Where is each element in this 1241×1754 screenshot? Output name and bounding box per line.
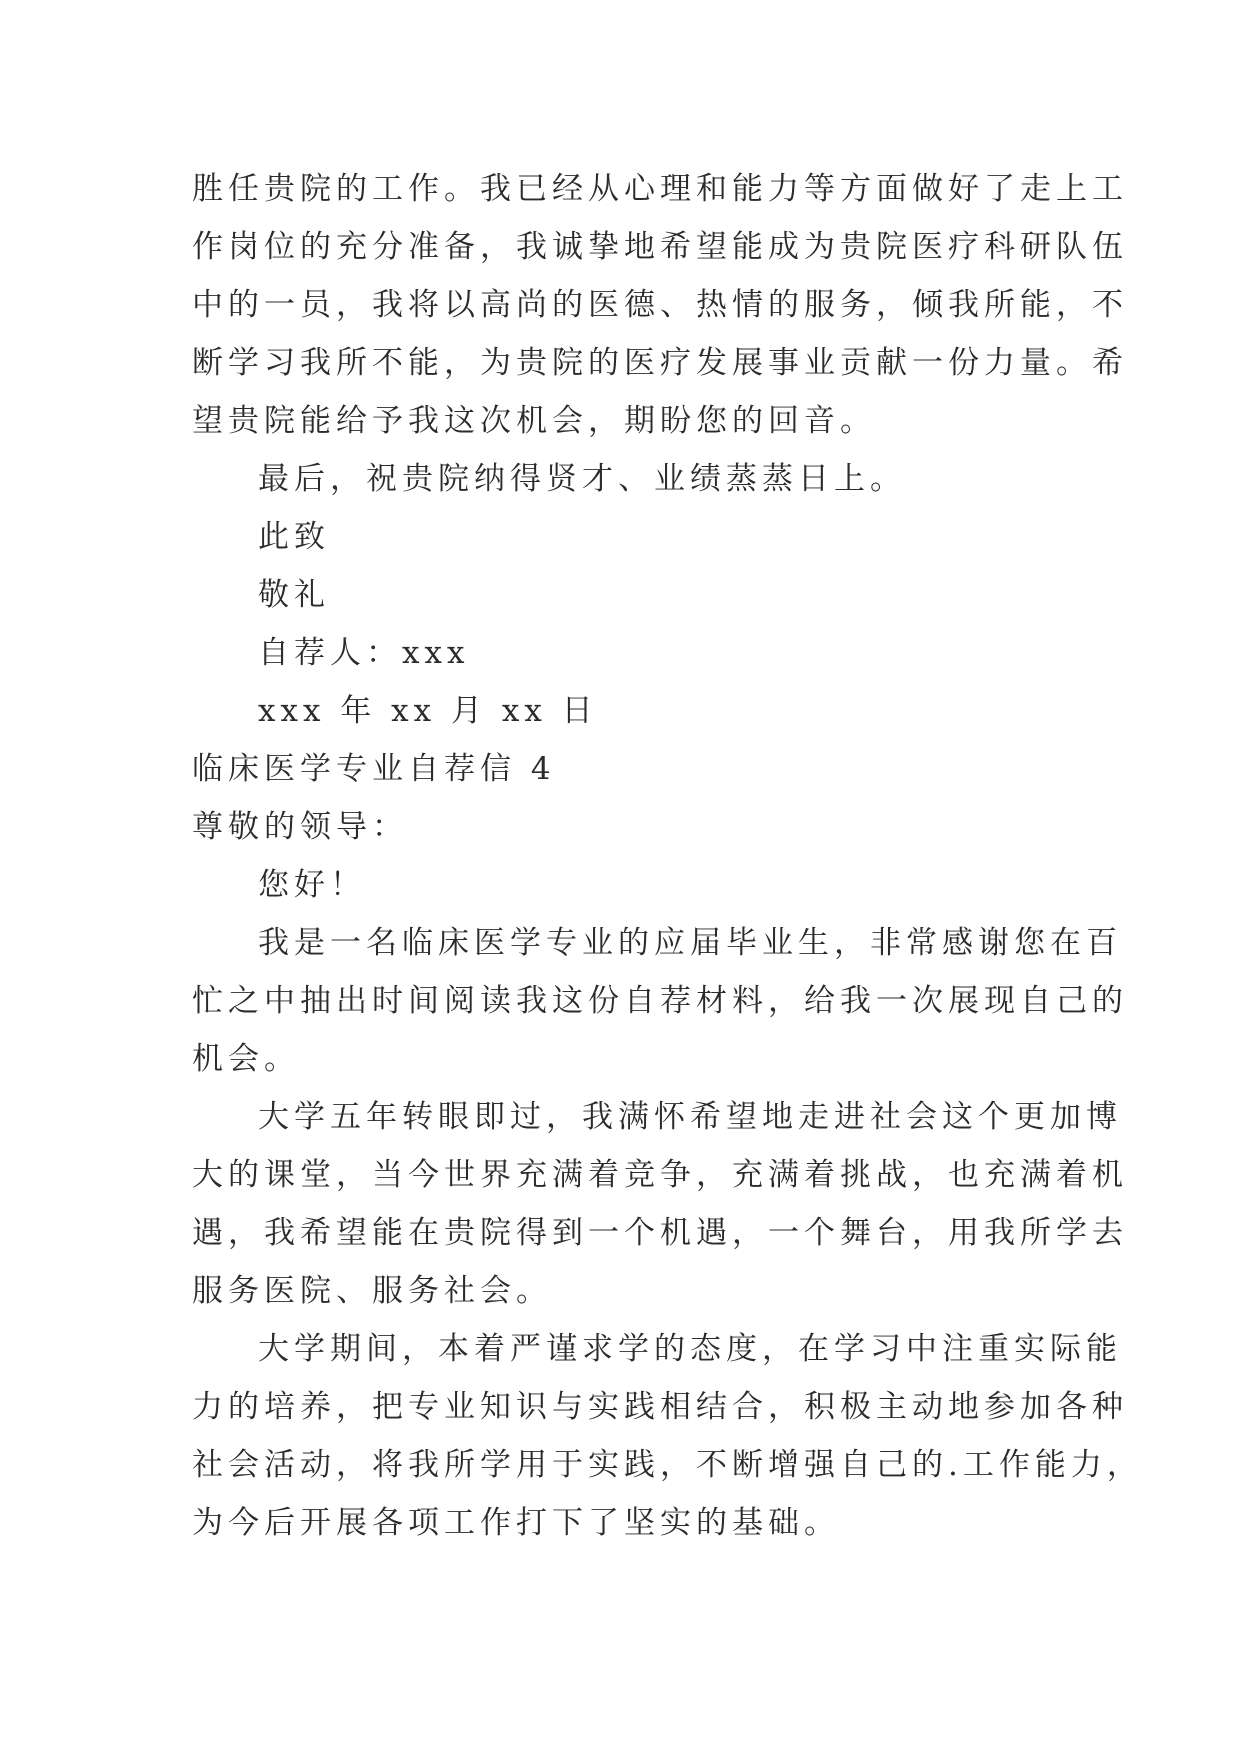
text-line: 大学五年转眼即过，我满怀希望地走进社会这个更加博: [258, 1099, 1122, 1135]
text-line: 断学习我所不能，为贵院的医疗发展事业贡献一份力量。希: [192, 345, 1128, 381]
text-line: 社会活动，将我所学用于实践，不断增强自己的.工作能力，: [192, 1447, 1143, 1483]
letter-body: [192, 160, 1143, 1552]
text-line: 遇，我希望能在贵院得到一个机遇，一个舞台，用我所学去: [192, 1215, 1128, 1251]
text-line: 作岗位的充分准备，我诚挚地希望能成为贵院医疗科研队伍: [192, 229, 1128, 265]
text-line: 大学期间，本着严谨求学的态度，在学习中注重实际能: [258, 1331, 1122, 1367]
salutation-closing: 此致: [258, 519, 330, 555]
text-line: 望贵院能给予我这次机会，期盼您的回音。: [192, 403, 876, 439]
text-line: 大的课堂，当今世界充满着竞争，充满着挑战，也充满着机: [192, 1157, 1128, 1193]
text-line: 机会。: [192, 1041, 300, 1077]
text-line: 力的培养，把专业知识与实践相结合，积极主动地参加各种: [192, 1389, 1128, 1425]
greeting-recipient: 尊敬的领导：: [192, 809, 408, 845]
greeting-hello: 您好！: [258, 867, 366, 903]
signature-line: 自荐人：xxx: [258, 635, 470, 671]
text-line: 胜任贵院的工作。我已经从心理和能力等方面做好了走上工: [192, 171, 1128, 207]
text-line: 为今后开展各项工作打下了坚实的基础。: [192, 1505, 840, 1541]
text-line: 忙之中抽出时间阅读我这份自荐材料，给我一次展现自己的: [192, 983, 1128, 1019]
date-line: xxx 年 xx 月 xx 日: [258, 693, 598, 729]
salutation-regards: 敬礼: [258, 577, 330, 613]
section-title: 临床医学专业自荐信 4: [192, 751, 556, 787]
text-line: 中的一员，我将以高尚的医德、热情的服务，倾我所能，不: [192, 287, 1128, 323]
text-line: 服务医院、服务社会。: [192, 1273, 552, 1309]
text-line: 我是一名临床医学专业的应届毕业生，非常感谢您在百: [258, 925, 1122, 961]
closing-wish: 最后，祝贵院纳得贤才、业绩蒸蒸日上。: [258, 461, 906, 497]
